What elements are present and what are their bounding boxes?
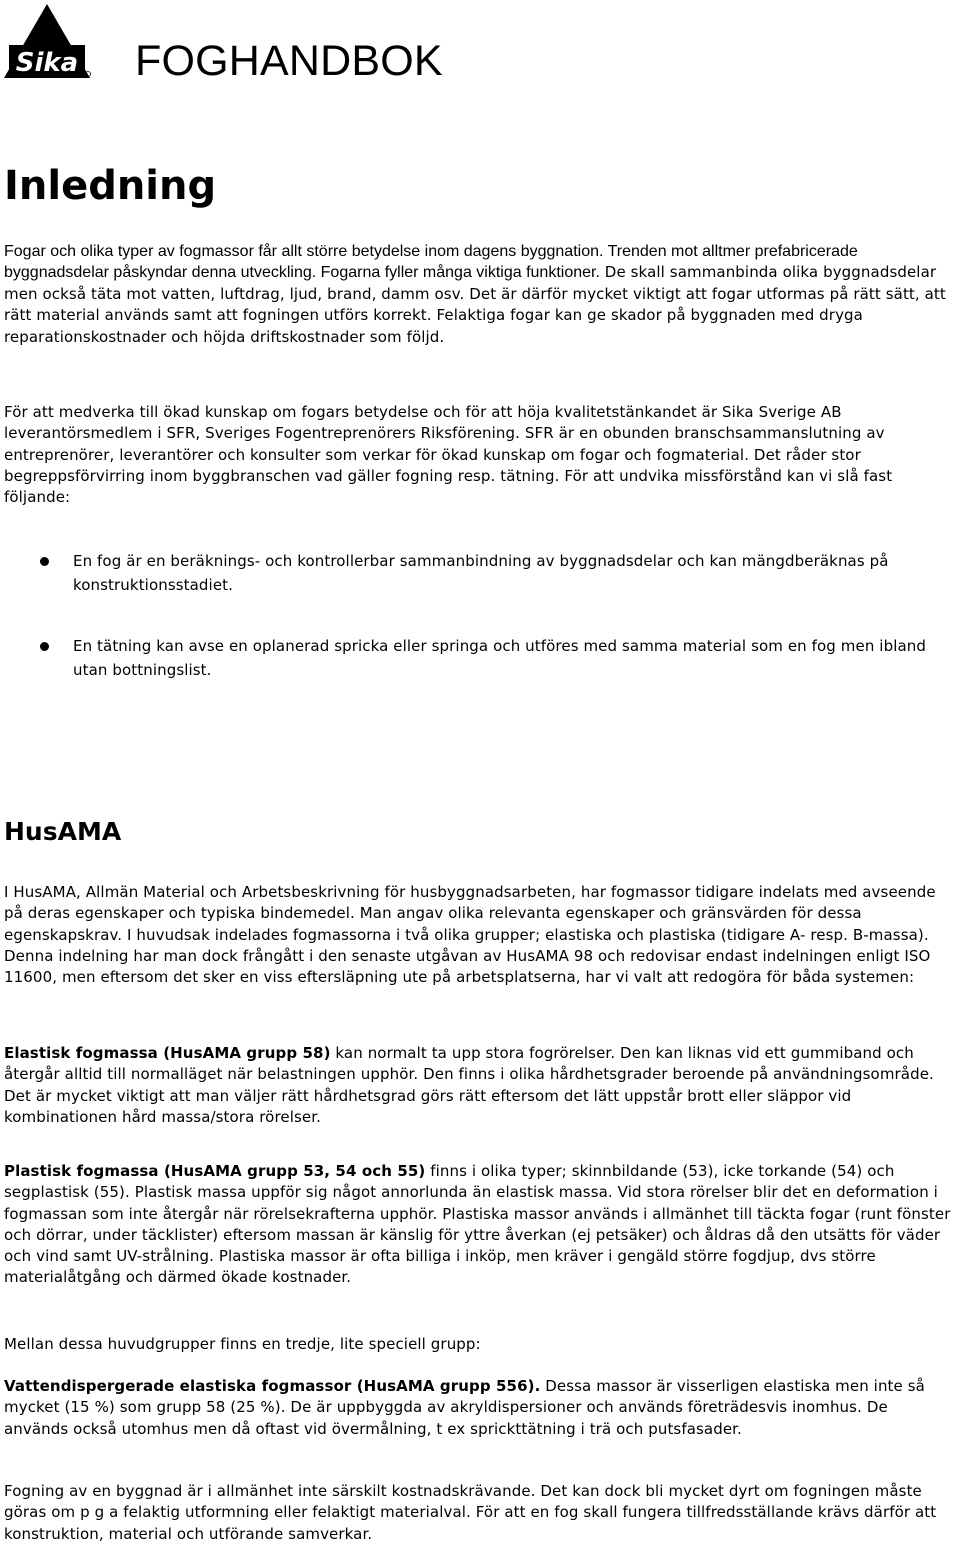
- elastisk-term: Elastisk fogmassa (HusAMA grupp 58): [4, 1044, 331, 1062]
- section-heading-inledning: Inledning: [4, 163, 217, 209]
- vatten-paragraph: [4, 1376, 956, 1440]
- section-heading-husama: HusAMA: [4, 817, 122, 846]
- intro-paragraph-1: [4, 241, 952, 348]
- sika-logo: [3, 3, 91, 79]
- plastisk-term: Plastisk fogmassa (HusAMA grupp 53, 54 och 55): [4, 1162, 426, 1180]
- bullet-dot-icon: [40, 557, 49, 566]
- bullet-dot-icon: [40, 642, 49, 651]
- intro-paragraph-2: För att medverka till ökad kunskap om fogars betydelse och för att höja kvalitetstänkandet är Sika Sverige AB leverantörsmedlem i SFR, Sveriges Fogentreprenörers Riksförening. SFR är en obunden branschsammanslutning av entreprenörer, leverantörer och konsulter som verkar för ökad kunskap om fogar och fogmaterial. Det råder stor begreppsförvirring inom byggbranschen vad gäller fogning resp. tätning. För att undvika missförstånd kan vi slå fast följande:: [4, 403, 893, 507]
- vatten-description: Dessa massor är visserligen elastiska men inte så mycket (15 %) som grupp 58 (25 %). De är uppbyggda av akryldispersioner och används företrädesvis inomhus. De används också utomhus men då oftast vid övermålning, t ex sprickttätning i trä och putsfasader.: [4, 1377, 925, 1438]
- husama-paragraph-1: I HusAMA, Allmän Material och Arbetsbeskrivning för husbyggnadsarbeten, har fogmassor tidigare indelats med avseende på deras egenskaper och typiska bindemedel. Man angav olika relevanta egenskaper och gränsvärden för dessa egenskapskrav. I huvudsak indelades fogmassorna i två olika grupper; elastiska och plastiska (tidigare A- resp. B-massa). Denna indelning har man dock frångått i den senaste utgåvan av HusAMA 98 och redovisar endast indelningen enligt ISO 11600, men eftersom det sker en viss eftersläpning ute på arbetsplatserna, har vi valt att redogöra för båda systemen:: [4, 883, 936, 987]
- bullet-text-1: En fog är en beräknings- och kontrollerbar sammanbindning av byggnadsdelar och kan mängdberäknas på konstruktionsstadiet.: [73, 552, 889, 594]
- plastisk-paragraph: [4, 1161, 956, 1289]
- elastisk-description: kan normalt ta upp stora fogrörelser. Den kan liknas vid ett gummiband och återgår alltid till normalläget när belastningen upphör. Den finns i olika hårdhetsgrader beroende på användningsområde. Det är mycket viktigt att man väljer rätt hårdhetsgrad görs rätt eftersom det lätt uppstår brott eller släppor vid kombinationen hård massa/stora rörelser.: [4, 1044, 934, 1126]
- mellan-paragraph: Mellan dessa huvudgrupper finns en tredje, lite speciell grupp:: [4, 1335, 481, 1353]
- elastisk-paragraph: [4, 1043, 956, 1128]
- svg-text:Sika: Sika: [15, 48, 79, 78]
- bullet-text-2: En tätning kan avse en oplanerad spricka eller springa och utföres med samma material som en fog men ibland utan bottningslist.: [73, 637, 926, 679]
- intro-paragraph-1-part-b-text: De skall sammanbinda olika byggnadsdelar men också täta mot vatten, luftdrag, ljud, brand, damm osv. Det är därför mycket viktigt att fogar utformas på rätt sätt, att rätt material används samt att fogningen utförs korrekt. Felaktiga fogar kan ge skador på byggnaden med dryga reparationskostnader och höjda driftskostnader som följd.: [4, 263, 946, 346]
- intro-paragraph-1-part-a: Fogar och olika typer av fogmassor får allt större betydelse inom dagens byggnation. Trenden mot alltmer prefabricerade byggnadsdelar påskyndar denna utveckling. Fogarna fyller många viktiga funktioner.: [4, 243, 858, 282]
- document-title: FOGHANDBOK: [135, 37, 443, 85]
- final-paragraph: Fogning av en byggnad är i allmänhet inte särskilt kostnadskrävande. Det kan dock bli mycket dyrt om fogningen måste göras om p g a felaktig utformning eller felaktigt materialval. För att en fog skall fungera tillfredsställande krävs därför att konstruktion, material och utförande samverkar.: [4, 1482, 937, 1543]
- plastisk-description: finns i olika typer; skinnbildande (53), icke torkande (54) och segplastisk (55). Plastisk massa uppför sig något annorlunda än elastisk massa. Vid stora rörelser blir det en deformation i fogmassan som inte återgår när rörelsekrafterna upphör. Plastiska massor används i allmänhet till täckta fogar (runt fönster och dörrar, under täcklister) eftersom massan är känslig för yttre åverkan (ej petsäker) och åldras då den utsätts för väder och vind samt UV-strålning. Plastiska massor är ofta billiga i inköp, men kräver i gengäld större fogdjup, dvs större materialåtgång och därmed ökade kostnader.: [4, 1162, 951, 1287]
- vatten-term: Vattendispergerade elastiska fogmassor (HusAMA grupp 556).: [4, 1377, 541, 1395]
